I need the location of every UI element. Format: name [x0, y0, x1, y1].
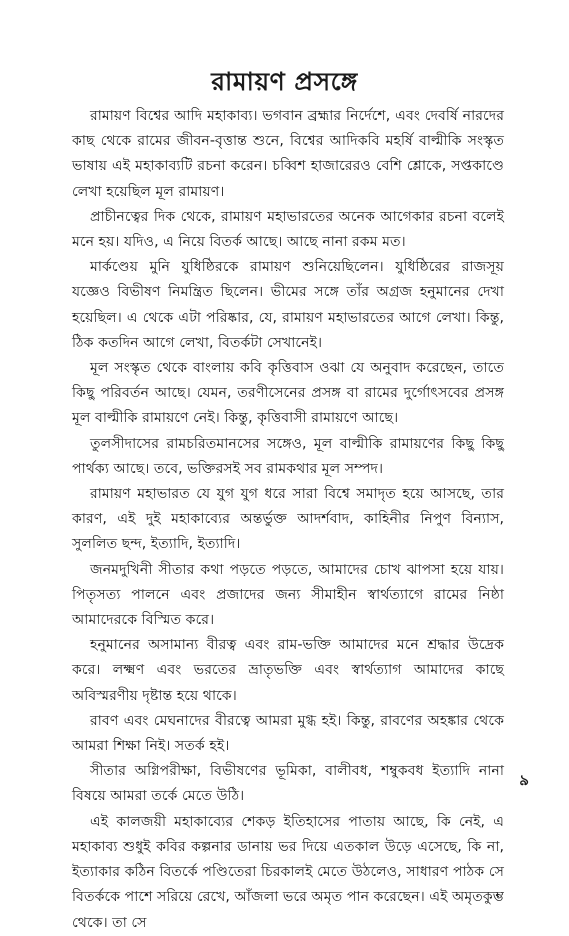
- body-text: [72, 104, 504, 936]
- page-number: ৯: [519, 771, 529, 789]
- paragraph: এই কালজয়ী মহাকাব্যের শেকড় ইতিহাসের পাতায় আছে, কি নেই, এ মহাকাব্য শুধুই কবির কল্পনার ডানায় ভর দিয়ে এতকাল উড়ে এসেছে, কি না, ইত্যাকার কঠিন বিতর্কে পণ্ডিতেরা চিরকালই মেতে উঠলেও, সাধারণ পাঠক সে বিতর্ককে পাশে সরিয়ে রেখে, আঁজলা ভরে অমৃত পান করেছেন। এই অমৃতকুম্ভ থেকে। তা সে: [72, 813, 504, 931]
- paragraph: রাবণ এবং মেঘনাদের বীরত্বে আমরা মুগ্ধ হই। কিন্তু, রাবণের অহঙ্কার থেকে আমরা শিক্ষা নিই। সতর্ক হই।: [72, 712, 504, 755]
- paragraph: জনমদুখিনী সীতার কথা পড়তে পড়তে, আমাদের চোখ ঝাপসা হয়ে যায়। পিতৃসত্য পালনে এবং প্রজাদের জন্য সীমাহীন স্বার্থত্যাগে রামের নিষ্ঠা আমাদেরকে বিস্মিত করে।: [72, 561, 504, 629]
- paragraph: প্রাচীনত্বের দিক থেকে, রামায়ণ মহাভারতের অনেক আগেকার রচনা বলেই মনে হয়। যদিও, এ নিয়ে বিতর্ক আছে। আছে নানা রকম মত।: [72, 208, 504, 251]
- paragraph: হনুমানের অসামান্য বীরত্ব এবং রাম-ভক্তি আমাদের মনে শ্রদ্ধার উদ্রেক করে। লক্ষ্মণ এবং ভরতের ভ্রাতৃভক্তি এবং স্বার্থত্যাগ আমাদের কাছে অবিস্মরণীয় দৃষ্টান্ত হয়ে থাকে।: [72, 637, 504, 704]
- paragraph: রামায়ণ বিশ্বের আদি মহাকাব্য। ভগবান ব্রহ্মার নির্দেশে, এবং দেবর্ষি নারদের কাছ থেকে রামের জীবন-বৃত্তান্ত শুনে, বিশ্বের আদিকবি মহর্ষি বাল্মীকি সংস্কৃত ভাষায় এই মহাকাব্যটি রচনা করেন। চব্বিশ হাজারেরও বেশি শ্লোকে, সপ্তকাণ্ডে লেখা হয়েছিল মূল রামায়ণ।: [72, 108, 504, 200]
- page-title: রামায়ণ প্রসঙ্গে: [211, 67, 358, 96]
- paragraph: রামায়ণ মহাভারত যে যুগ যুগ ধরে সারা বিশ্বে সমাদৃত হয়ে আসছে, তার কারণ, এই দুই মহাকাব্যের অন্তর্ভুক্ত আদর্শবাদ, কাহিনীর নিপুণ বিন্যাস, সুললিত ছন্দ, ইত্যাদি, ইত্যাদি।: [72, 486, 504, 553]
- paragraph: সীতার অগ্নিপরীক্ষা, বিভীষণের ভূমিকা, বালীবধ, শম্বুকবধ ইত্যাদি নানা বিষয়ে আমরা তর্কে মেতে উঠি।: [72, 763, 504, 805]
- paragraph: তুলসীদাসের রামচরিতমানসের সঙ্গেও, মূল বাল্মীকি রামায়ণের কিছু কিছু পার্থক্য আছে। তবে, ভক্তিরসই সব রামকথার মূল সম্পদ।: [72, 435, 504, 477]
- paragraph: মূল সংস্কৃত থেকে বাংলায় কবি কৃত্তিবাস ওঝা যে অনুবাদ করেছেন, তাতে কিছু পরিবর্তন আছে। যেমন, তরণীসেনের প্রসঙ্গ বা রামের দুর্গোৎসবের প্রসঙ্গ মূল বাল্মীকি রামায়ণে নেই। কিন্তু, কৃত্তিবাসী রামায়ণে আছে।: [72, 360, 504, 427]
- paragraph: মার্কণ্ডেয় মুনি যুধিষ্ঠিরকে রামায়ণ শুনিয়েছিলেন। যুধিষ্ঠিরের রাজসূয় যজ্ঞেও বিভীষণ নিমন্ত্রিত ছিলেন। ভীমের সঙ্গে তাঁর অগ্রজ হনুমানের দেখা হয়েছিল। এ থেকে এটা পরিষ্কার, যে, রামায়ণ মহাভারতের আগে লেখা। কিন্তু, ঠিক কতদিন আগে লেখা, বিতর্কটা সেখানেই।: [72, 259, 504, 351]
